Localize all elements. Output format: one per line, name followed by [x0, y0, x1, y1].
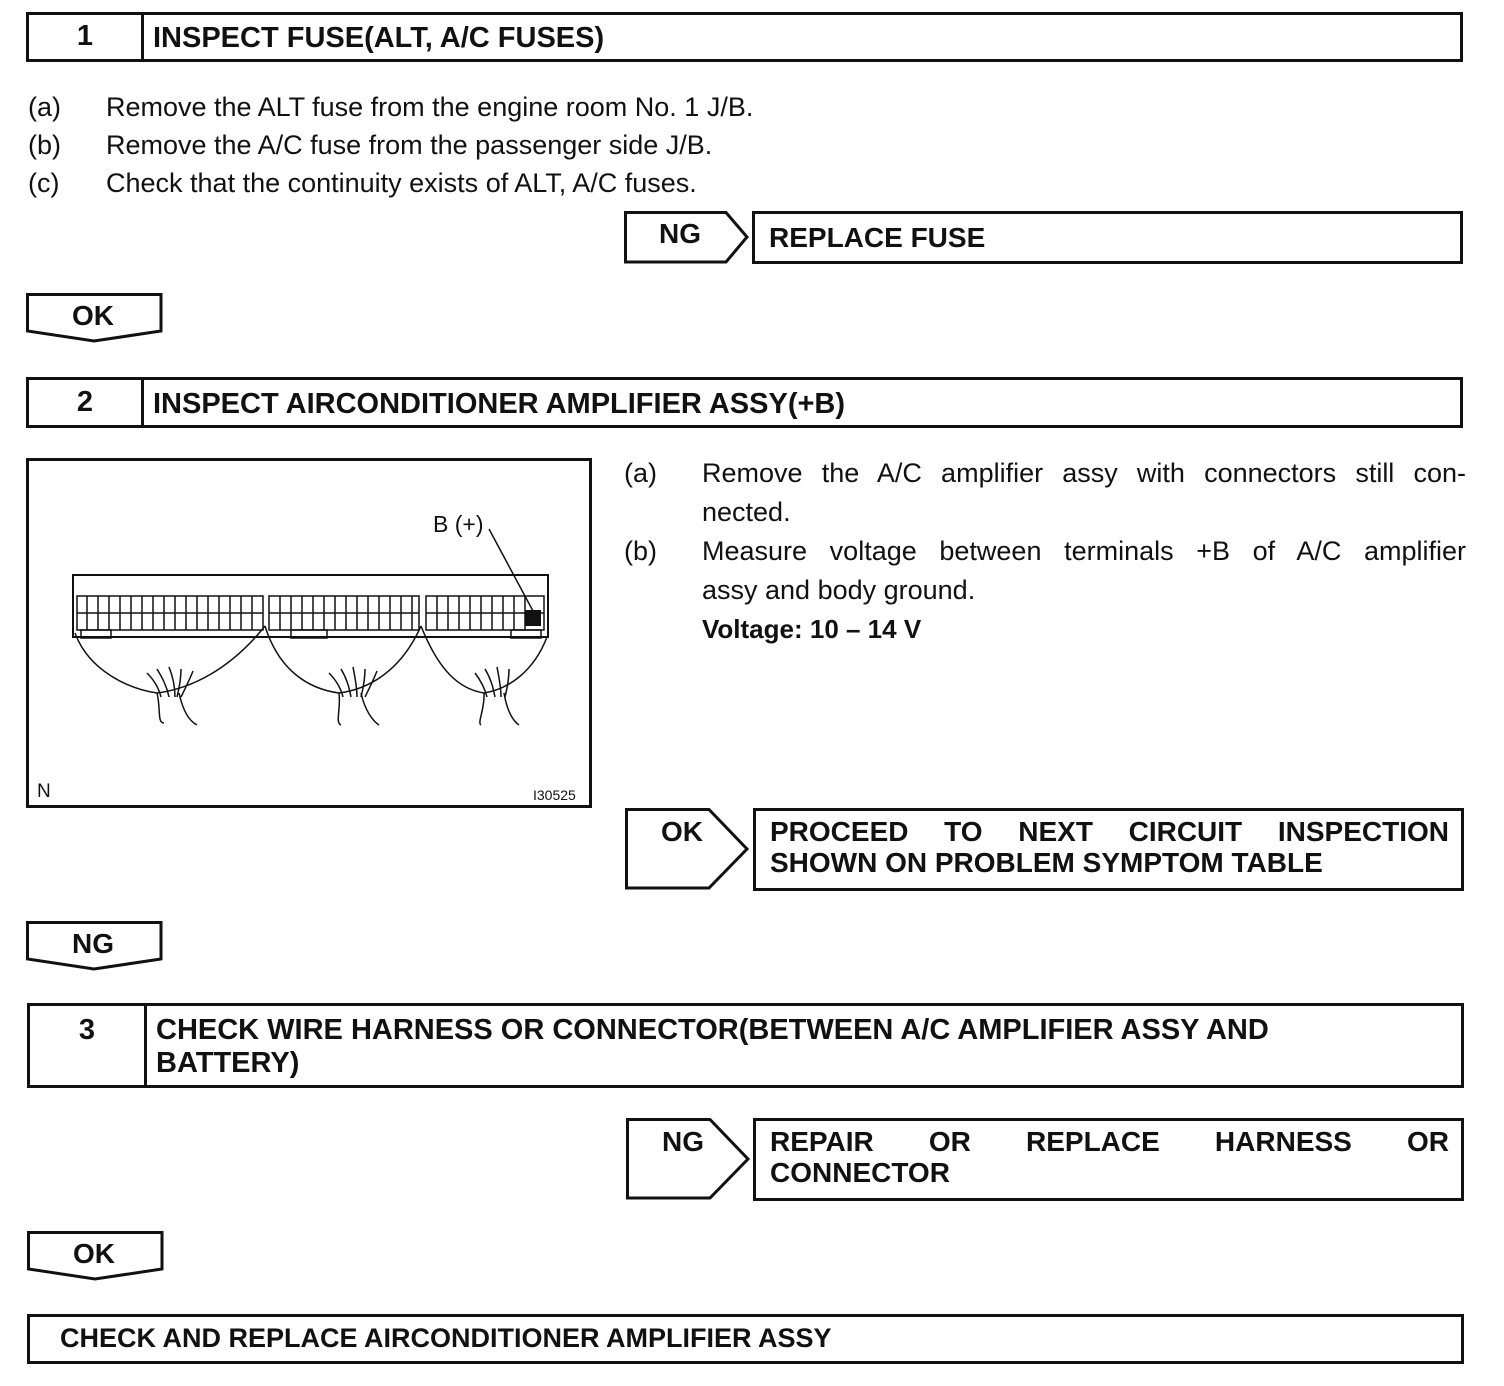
- branch-result-line2: SHOWN ON PROBLEM SYMPTOM TABLE: [770, 847, 1323, 878]
- step-3-header: [27, 1003, 1464, 1088]
- figure-id: I30525: [533, 787, 576, 803]
- step-2-flow-tag: NG: [72, 928, 114, 959]
- step-1-branch-tag: NG: [659, 218, 701, 249]
- step-1-title: INSPECT FUSE(ALT, A/C FUSES): [153, 22, 605, 54]
- branch-result-line1: PROCEED TO NEXT CIRCUIT INSPECTION: [770, 816, 1449, 847]
- step-3-branch-result: [753, 1118, 1464, 1201]
- step-3-number: 3: [30, 1006, 147, 1085]
- substep-label: (c): [28, 168, 60, 198]
- final-action-box: [27, 1314, 1464, 1364]
- amplifier-connector-illustration: [29, 461, 589, 805]
- step-3-title-line1: CHECK WIRE HARNESS OR CONNECTOR(BETWEEN A/C AMPLIFIER ASSY AND: [156, 1014, 1269, 1046]
- step-3-branch-tag: NG: [662, 1126, 704, 1157]
- terminal-b-plus-label: B (+): [433, 511, 484, 537]
- step-2-number: 2: [29, 380, 144, 425]
- step-2-header: [26, 377, 1463, 428]
- substep-text-line2: nected.: [702, 497, 791, 527]
- substep-text: Remove the A/C fuse from the passenger side J/B.: [106, 130, 713, 160]
- step-3-title-line2: BATTERY): [156, 1047, 300, 1079]
- step-2-title: INSPECT AIRCONDITIONER AMPLIFIER ASSY(+B): [153, 388, 846, 420]
- substep-label: (a): [624, 458, 657, 488]
- step-1-flow-tag: OK: [72, 300, 114, 331]
- substep-label: (a): [28, 92, 61, 122]
- substep-label: (b): [624, 536, 657, 566]
- step-2-voltage-spec: Voltage: 10 – 14 V: [702, 614, 922, 644]
- branch-result-line2: CONNECTOR: [770, 1157, 950, 1188]
- step-1-substep-c: [28, 164, 1428, 204]
- substep-text-line2: assy and body ground.: [702, 575, 976, 605]
- substep-text: Check that the continuity exists of ALT, A/C fuses.: [106, 168, 697, 198]
- substep-label: (b): [28, 130, 61, 160]
- step-1-substep-a: [28, 88, 1428, 128]
- final-action-title: CHECK AND REPLACE AIRCONDITIONER AMPLIFIER ASSY: [60, 1323, 832, 1353]
- step-2-branch-result: [753, 808, 1464, 891]
- step-3-title: [156, 1014, 1447, 1080]
- step-1-number: 1: [29, 15, 144, 59]
- step-2-substep-b: [624, 532, 1466, 612]
- branch-result-line1: REPAIR OR REPLACE HARNESS OR: [770, 1126, 1449, 1157]
- connector-figure: [26, 458, 592, 808]
- step-1-header: [26, 12, 1463, 62]
- b-plus-terminal-marker: [525, 610, 541, 626]
- substep-text-line1: Remove the A/C amplifier assy with connectors still con-: [702, 458, 1466, 488]
- step-1-substep-b: [28, 126, 1428, 166]
- substep-text-line1: Measure voltage between terminals +B of A/C amplifier: [702, 536, 1466, 566]
- step-2-substep-a: [624, 454, 1466, 534]
- step-1-branch-result: REPLACE FUSE: [752, 211, 1463, 264]
- step-2-branch-tag: OK: [661, 816, 703, 847]
- figure-corner-label: N: [37, 781, 51, 802]
- substep-text: Remove the ALT fuse from the engine room No. 1 J/B.: [106, 92, 754, 122]
- step-3-flow-tag: OK: [73, 1238, 115, 1269]
